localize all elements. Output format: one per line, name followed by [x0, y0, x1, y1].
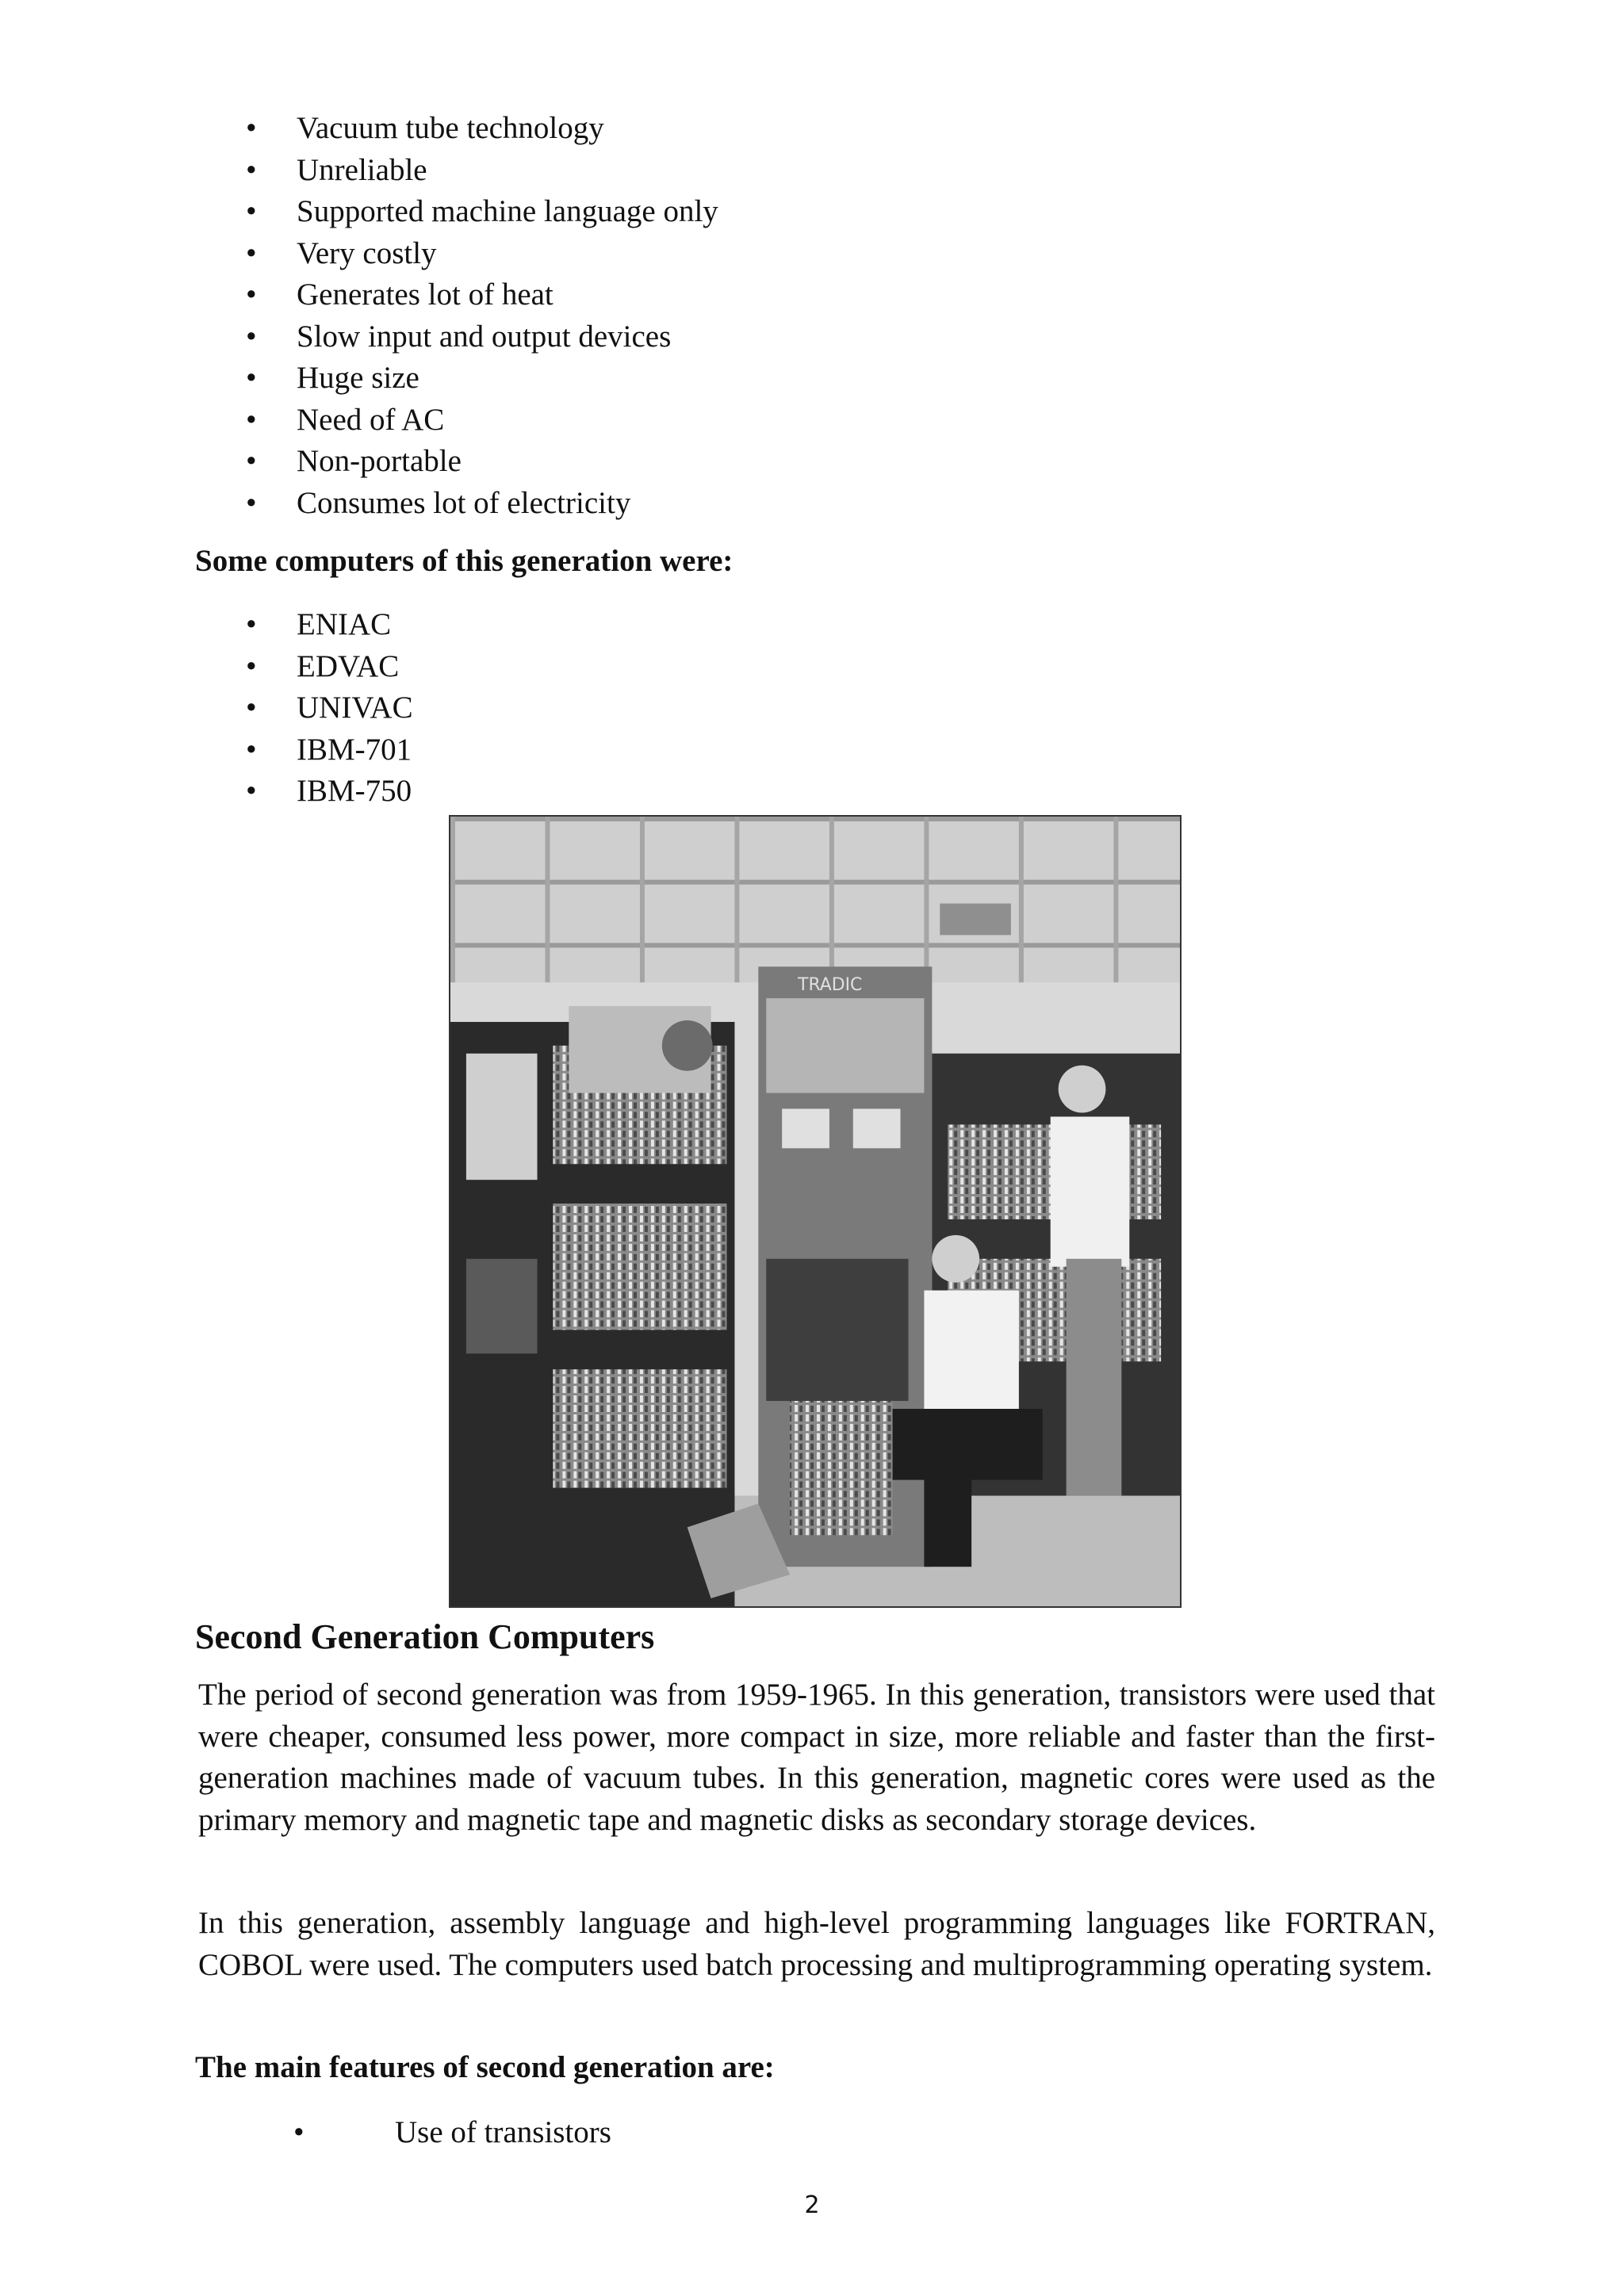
paragraph: The period of second generation was from 1959-1965. In this generation, transistors were used that were cheaper, consumed less power, more compact in size, more reliable and faster than the first-generation machines made of vacuum tubes. In this generation, magnetic cores were used as the primary memory and magnetic tape and magnetic disks as secondary storage devices.	[198, 1678, 1435, 1837]
list-item-text: ENIAC	[297, 607, 392, 641]
list-item-text: Supported machine language only	[297, 194, 718, 228]
second-gen-features-heading: The main features of second generation are:	[195, 2050, 775, 2084]
bullet-icon: •	[246, 111, 257, 145]
list-item-text: Slow input and output devices	[297, 319, 672, 354]
early-computer-photo-icon	[449, 815, 1182, 1608]
bullet-icon: •	[246, 361, 257, 395]
bullet-icon: •	[246, 402, 257, 437]
bullet-icon: •	[246, 485, 257, 520]
list-item-text: Unreliable	[297, 152, 427, 187]
panel-lettering: TRADIC	[798, 975, 863, 996]
bullet-icon: •	[246, 152, 257, 187]
list-item-text: Need of AC	[297, 402, 445, 437]
list-item-text: EDVAC	[297, 649, 400, 683]
bullet-icon: •	[246, 732, 257, 767]
paragraph: In this generation, assembly language and high-level programming languages like FORTRAN, COBOL were used. The computers used batch processing and multiprogramming operating system.	[198, 1906, 1435, 1982]
list-item-text: IBM-701	[297, 732, 412, 767]
bullet-icon: •	[246, 444, 257, 478]
bullet-icon: •	[246, 194, 257, 228]
bullet-icon: •	[246, 649, 257, 683]
list-item-text: Non-portable	[297, 444, 462, 478]
bullet-icon: •	[246, 774, 257, 808]
list-item-text: UNIVAC	[297, 691, 413, 725]
list-item-text: Consumes lot of electricity	[297, 485, 631, 520]
bullet-icon: •	[246, 691, 257, 725]
bullet-icon: •	[293, 2115, 304, 2149]
bullet-icon: •	[246, 607, 257, 641]
list-item-text: IBM-750	[297, 774, 412, 808]
list-item-text: Very costly	[297, 235, 437, 270]
computers-heading: Some computers of this generation were:	[195, 544, 733, 578]
list-item-text: Use of transistors	[395, 2115, 611, 2149]
section-title: Second Generation Computers	[195, 1617, 655, 1656]
page-number: 2	[804, 2191, 820, 2219]
list-item-text: Huge size	[297, 361, 419, 395]
list-item-text: Generates lot of heat	[297, 277, 553, 312]
bullet-icon: •	[246, 235, 257, 270]
list-item-text: Vacuum tube technology	[297, 111, 604, 145]
bullet-icon: •	[246, 277, 257, 312]
bullet-icon: •	[246, 319, 257, 354]
photo-illustration	[450, 817, 1180, 1606]
